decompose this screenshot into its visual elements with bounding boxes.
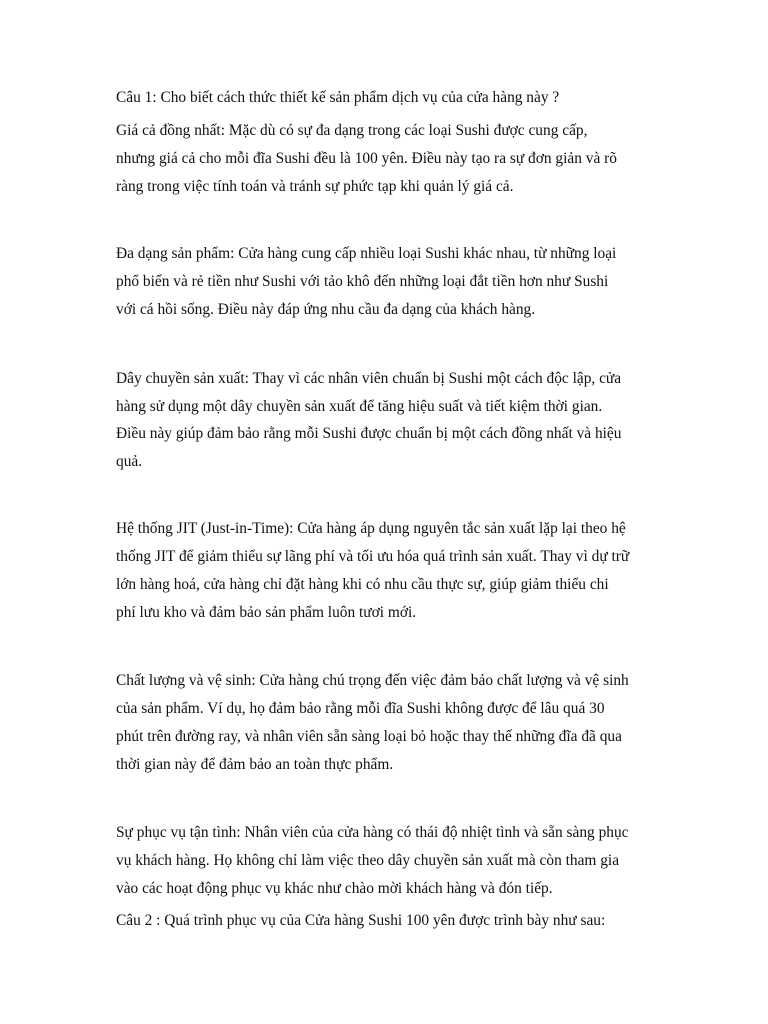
paragraph-product-variety-line-1: Đa dạng sản phẩm: Cửa hàng cung cấp nhiều loại Sushi khác nhau, từ những loại: [116, 245, 617, 262]
paragraph-quality-hygiene-line-1: Chất lượng và vệ sinh: Cửa hàng chú trọng đến việc đảm bảo chất lượng và vệ sinh: [116, 672, 629, 689]
question-2-heading: Câu 2 : Quá trình phục vụ của Cửa hàng Sushi 100 yên được trình bày như sau:: [116, 912, 606, 929]
paragraph-jit-line-1: Hệ thống JIT (Just-in-Time): Cửa hàng áp dụng nguyên tắc sản xuất lặp lại theo hệ: [116, 520, 626, 537]
paragraph-production-line-line-4: quả.: [116, 453, 143, 470]
paragraph-uniform-price-line-2: nhưng giá cả cho mỗi đĩa Sushi đều là 100 yên. Điều này tạo ra sự đơn giản và rõ: [116, 150, 617, 167]
paragraph-product-variety-line-2: phổ biến và rẻ tiền như Sushi với tảo khô đến những loại đắt tiền hơn như Sushi: [116, 273, 609, 290]
paragraph-jit-line-3: lớn hàng hoá, cửa hàng chỉ đặt hàng khi có nhu cầu thực sự, giúp giảm thiểu chi: [116, 576, 609, 593]
paragraph-production-line-line-1: Dây chuyền sản xuất: Thay vì các nhân viên chuẩn bị Sushi một cách độc lập, cửa: [116, 370, 622, 387]
paragraph-quality-hygiene-line-4: thời gian này để đảm bảo an toàn thực phẩm.: [116, 756, 394, 773]
paragraph-uniform-price-line-1: Giá cả đồng nhất: Mặc dù có sự đa dạng trong các loại Sushi được cung cấp,: [116, 122, 588, 139]
paragraph-jit-line-4: phí lưu kho và đảm bảo sản phẩm luôn tươi mới.: [116, 604, 417, 621]
paragraph-production-line-line-2: hàng sử dụng một dây chuyền sản xuất để tăng hiệu suất và tiết kiệm thời gian.: [116, 398, 603, 415]
paragraph-dedicated-service-line-3: vào các hoạt động phục vụ khác như chào mời khách hàng và đón tiếp.: [116, 880, 553, 897]
question-1-heading: Câu 1: Cho biết cách thức thiết kế sản phẩm dịch vụ của cửa hàng này ?: [116, 89, 560, 106]
paragraph-uniform-price-line-3: ràng trong việc tính toán và tránh sự phức tạp khi quản lý giá cả.: [116, 178, 514, 195]
paragraph-dedicated-service-line-1: Sự phục vụ tận tình: Nhân viên của cửa hàng có thái độ nhiệt tình và sẵn sàng phục: [116, 824, 629, 841]
paragraph-dedicated-service-line-2: vụ khách hàng. Họ không chỉ làm việc theo dây chuyền sản xuất mà còn tham gia: [116, 852, 620, 869]
paragraph-production-line-line-3: Điều này giúp đảm bảo rằng mỗi Sushi được chuẩn bị một cách đồng nhất và hiệu: [116, 425, 622, 442]
paragraph-jit-line-2: thống JIT để giảm thiểu sự lãng phí và tối ưu hóa quá trình sản xuất. Thay vì dự trữ: [116, 548, 630, 565]
paragraph-quality-hygiene-line-3: phút trên đường ray, và nhân viên sẵn sàng loại bỏ hoặc thay thế những đĩa đã qua: [116, 728, 622, 745]
paragraph-quality-hygiene-line-2: của sản phẩm. Ví dụ, họ đảm bảo rằng mỗi đĩa Sushi không được để lâu quá 30: [116, 700, 605, 717]
paragraph-product-variety-line-3: với cá hồi sống. Điều này đáp ứng nhu cầu đa dạng của khách hàng.: [116, 301, 536, 318]
